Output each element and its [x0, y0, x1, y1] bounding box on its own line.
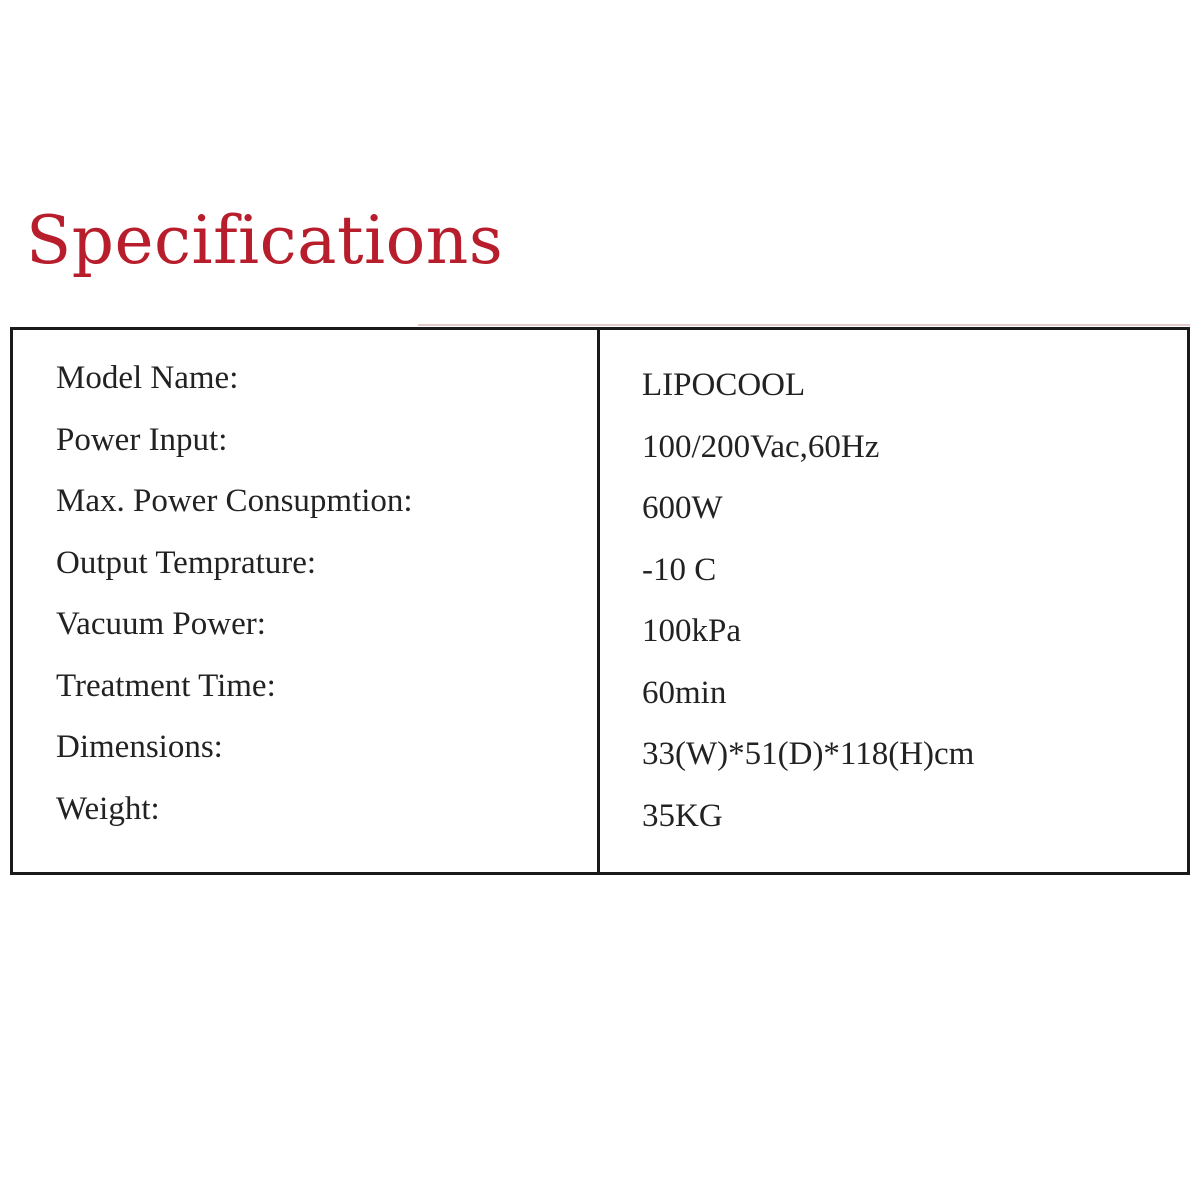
label-column	[13, 330, 600, 872]
spec-label-dimensions: Dimensions:	[56, 729, 223, 765]
spec-label-treatment-time: Treatment Time:	[56, 667, 276, 704]
spec-label-max-power: Max. Power Consupmtion:	[56, 483, 413, 519]
spec-value-power-input: 100/200Vac,60Hz	[642, 428, 880, 465]
spec-label-power-input: Power Input:	[56, 421, 228, 458]
value-column	[600, 330, 1187, 872]
page-title: Specifications	[26, 202, 504, 279]
spec-value-model-name: LIPOCOOL	[642, 367, 806, 403]
spec-value-dimensions: 33(W)*51(D)*118(H)cm	[642, 736, 975, 772]
title-divider	[418, 324, 1190, 326]
spec-value-max-power: 600W	[642, 490, 723, 526]
spec-label-weight: Weight:	[56, 790, 160, 827]
spec-value-weight: 35KG	[642, 797, 723, 834]
spec-label-vacuum-power: Vacuum Power:	[56, 606, 266, 642]
spec-value-vacuum-power: 100kPa	[642, 613, 741, 649]
spec-value-treatment-time: 60min	[642, 674, 727, 711]
spec-value-output-temperature: -10 C	[642, 551, 717, 588]
spec-label-model-name: Model Name:	[56, 360, 239, 396]
spec-label-output-temperature: Output Temprature:	[56, 544, 317, 581]
specifications-table	[10, 327, 1190, 875]
